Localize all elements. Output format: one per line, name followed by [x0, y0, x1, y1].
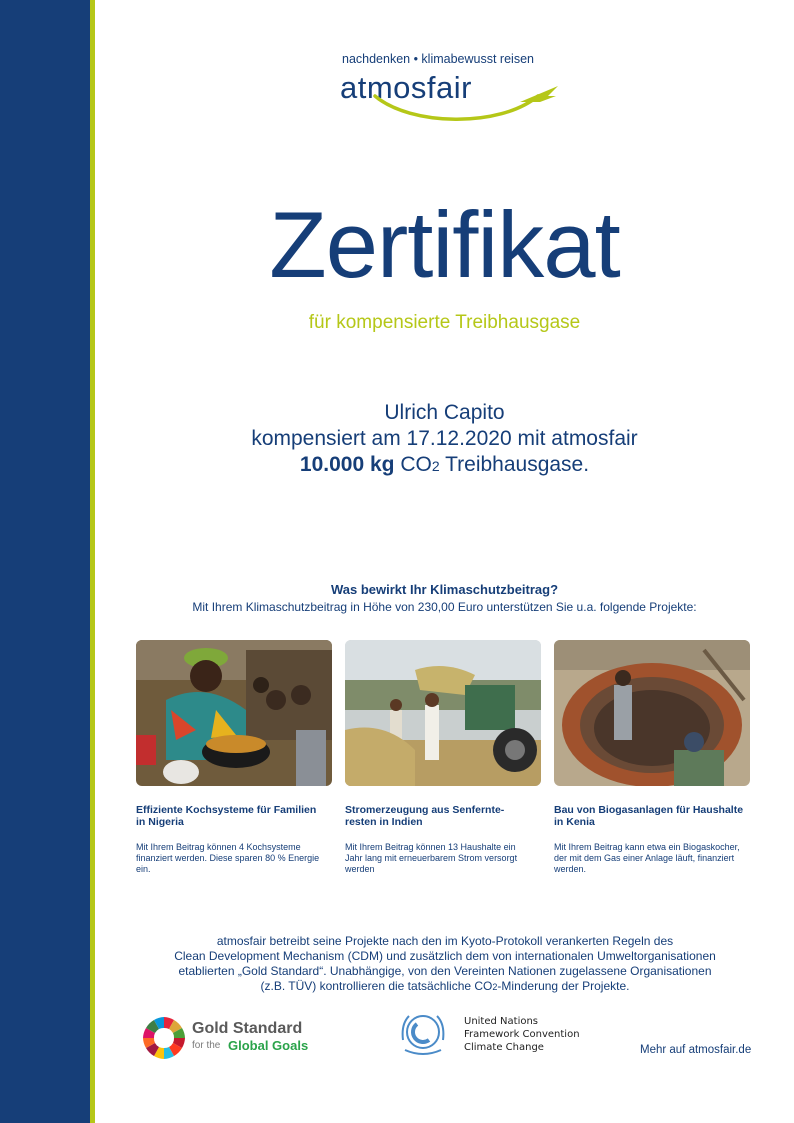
unfccc-logo-text: United Nations Framework Convention Climate Change [464, 1016, 580, 1053]
gold-standard-logo-title: Gold Standard [192, 1020, 303, 1037]
sidebar-accent-stripe [90, 0, 95, 1123]
project-title: Bau von Biogasanlagen für Haushalte in Kenia [554, 804, 744, 828]
project-title: Effiziente Kochsysteme für Familien in Nigeria [136, 804, 317, 828]
offset-date-line: kompensiert am 17.12.2020 mit atmosfair [251, 427, 638, 450]
standards-explanation: atmosfair betreibt seine Projekte nach den im Kyoto-Protokoll verankerten Regeln des Clean Development Mechanism (CDM) und zusätzlich dem von internationalen Umweltorganisationen etablierten „Gold Standard“. Unabhängige, von den Vereinten Nationen zugelassene Organisationen (z.B. TÜV) kontrollieren die tatsächliche CO2-Minderung der Projekte. [174, 934, 716, 993]
project-description: Mit Ihrem Beitrag kann etwa ein Biogaskocher, der mit dem Gas einer Anlage läuft, finanziert werden. [554, 842, 740, 874]
gas-suffix: Treibhausgase. [445, 453, 590, 476]
project-description: Mit Ihrem Beitrag können 4 Kochsysteme finanziert werden. Diese sparen 80 % Energie ein. [136, 842, 320, 874]
gold-standard-logo-sub-green: Global Goals [228, 1038, 309, 1053]
gold-standard-logo-sub: for the [192, 1040, 221, 1051]
project-card-nigeria [136, 640, 332, 875]
project-title: Stromerzeugung aus Senfernte-resten in Indien [345, 804, 505, 828]
project-description: Mit Ihrem Beitrag können 13 Haushalte ein Jahr lang mit erneuerbarem Strom versorgt werden [345, 842, 518, 874]
unfccc-emblem-icon [395, 1010, 451, 1060]
airplane-swoosh-icon [370, 82, 560, 130]
sdg-wheel-icon [142, 1016, 186, 1060]
offset-amount-line [95, 452, 794, 479]
offset-amount: 10.000 kg [299, 453, 395, 476]
left-sidebar-band [0, 0, 90, 1123]
impact-heading: Was bewirkt Ihr Klimaschutzbeitrag? [330, 582, 559, 597]
project-photo-biogas [554, 640, 750, 786]
project-card-india [345, 640, 541, 875]
holder-name: Ulrich Capito [384, 401, 505, 424]
logo-tagline: nachdenken • klimabewusst reisen [342, 52, 534, 66]
project-photo-cookstove [136, 640, 332, 786]
project-card-kenya [554, 640, 750, 875]
impact-intro: Mit Ihrem Klimaschutzbeitrag in Höhe von 230,00 Euro unterstützen Sie u.a. folgende Projekte: [192, 600, 697, 614]
website-link[interactable]: Mehr auf atmosfair.de [640, 1044, 752, 1056]
offset-statement [95, 400, 794, 479]
certificate-title: Zertifikat [269, 192, 620, 297]
certificate-subtitle: für kompensierte Treibhausgase [308, 312, 581, 333]
project-photo-harvest [345, 640, 541, 786]
gas-name: CO2 [400, 453, 440, 476]
logo-wordmark: atmosfair [340, 70, 472, 105]
